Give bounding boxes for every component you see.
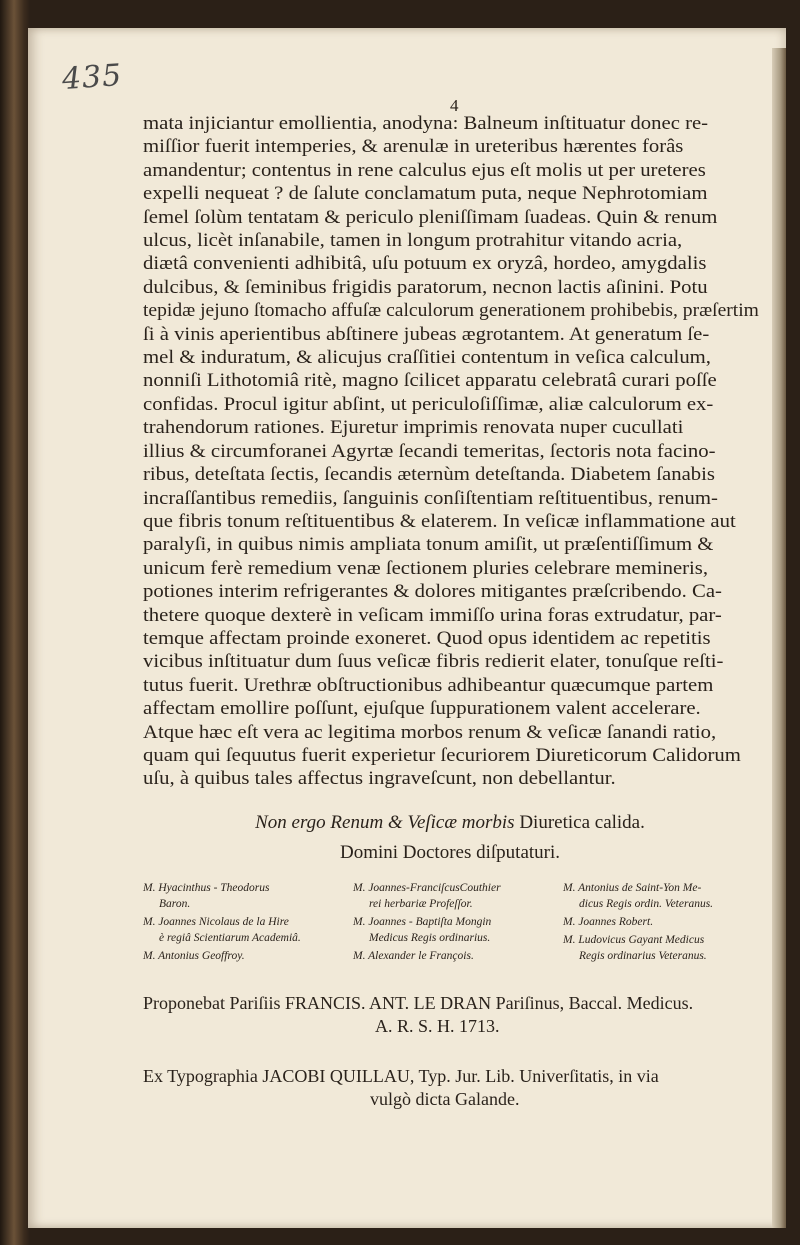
body-line: expelli nequeat ? de ſalute conclamatum puta, neque Nephrotomiam xyxy=(143,183,708,205)
doctor-entry xyxy=(143,914,301,946)
doctor-name: M. Antonius Geoffroy. xyxy=(143,950,245,962)
body-line: ribus, deteſtata ſectis, ſecandis æternùm deteſtanda. Diabetem ſanabis xyxy=(143,464,715,486)
body-line: miſſior fuerit intemperies, & arenulæ in ureteribus hærentes forâs xyxy=(143,136,684,158)
body-line: vicibus inſtituatur dum ſuus veſicæ fibris redierit elater, tonuſque reſti- xyxy=(143,651,724,673)
body-line: ulcus, licèt inſanabile, tamen in longum protrahitur vitando acria, xyxy=(143,230,683,252)
doctor-title: Baron. xyxy=(159,898,191,910)
body-text xyxy=(143,112,759,791)
doctor-entry xyxy=(563,880,713,912)
doctor-entry xyxy=(353,948,501,964)
body-line: amandentur; contentus in rene calculus ejus eſt molis ut per ureteres xyxy=(143,159,706,181)
doctors-column-3 xyxy=(563,880,713,966)
doctors-list xyxy=(143,880,763,980)
doctor-name: M. Joannes - Baptiſta Mongin xyxy=(353,916,492,928)
body-line: diætâ convenienti adhibitâ, uſu potuum ex oryzâ, hordeo, amygdalis xyxy=(143,253,707,275)
body-line: nonniſi Lithotomiâ ritè, magno ſcilicet apparatu celebratâ curari poſſe xyxy=(143,370,717,392)
doctor-entry xyxy=(143,880,301,912)
body-line: Atque hæc eſt vera ac legitima morbos renum & veſicæ ſanandi ratio, xyxy=(143,721,717,743)
conclusion xyxy=(150,808,750,868)
body-line: thetere quoque dexterè in veſicam immiſſo urina foras extrudatur, par- xyxy=(143,604,722,626)
body-line: tepidæ jejuno ſtomacho affuſæ calculorum generationem prohibebis, præſertim xyxy=(143,300,759,322)
body-line: confidas. Procul igitur abſint, ut periculoſiſſimæ, aliæ calculorum ex- xyxy=(143,393,714,415)
body-line: mel & induratum, & alicujus craſſitiei contentum in veſica calculum, xyxy=(143,347,711,369)
doctor-title: Medicus Regis ordinarius. xyxy=(369,932,491,944)
body-line: que fibris tonum reſtituentibus & elaterem. In veſicæ inflammatione aut xyxy=(143,510,736,532)
conclusion-roman: Diuretica calida. xyxy=(519,812,645,833)
imprint xyxy=(143,992,763,1038)
doctor-entry xyxy=(353,914,501,946)
body-line: trahendorum rationes. Ejuretur imprimis renovata nuper cucullati xyxy=(143,417,684,439)
body-line: quam qui ſequutus fuerit experietur ſecuriorem Diureticorum Calidorum xyxy=(143,744,741,766)
doctor-name: M. Hyacinthus - Theodorus xyxy=(143,882,270,894)
body-line: ſemel ſolùm tentatam & periculo pleniſſimam ſuadeas. Quin & renum xyxy=(143,206,718,228)
body-line: ſi à vinis aperientibus abſtinere jubeas ægrotantem. At generatum ſe- xyxy=(143,323,710,345)
body-line: tutus fuerit. Urethræ obſtructionibus adhibeantur quæcumque partem xyxy=(143,674,714,696)
doctor-name: M. Ludovicus Gayant Medicus xyxy=(563,934,705,946)
body-line: uſu, à quibus tales affectus ingraveſcunt, non debellantur. xyxy=(143,768,616,790)
printer-street: vulgò dicta Galande. xyxy=(370,1089,520,1109)
doctor-title: è regiâ Scientiarum Academiâ. xyxy=(159,932,301,944)
doctor-name: M. Joannes Nicolaus de la Hire xyxy=(143,916,289,928)
body-line: unicum ferè remedium venæ ſectionem pluries celebrare memineris, xyxy=(143,557,709,579)
body-line: dulcibus, & ſeminibus frigidis paratorum, necnon lactis aſinini. Potu xyxy=(143,276,708,298)
doctors-column-1 xyxy=(143,880,301,966)
conclusion-title xyxy=(150,808,750,838)
body-line: mata injiciantur emollientia, anodyna: Balneum inſtituatur donec re- xyxy=(143,113,709,134)
body-line: incraſſantibus remediis, ſanguinis conſiſtentiam reſtituentibus, renum- xyxy=(143,487,718,509)
doctor-entry xyxy=(563,932,713,964)
doctor-title: rei herbariæ Profeſſor. xyxy=(369,898,473,910)
page-number: 4 xyxy=(450,96,459,115)
body-line: paralyſi, in quibus nimis ampliata tonum amiſit, ut præſentiſſimum & xyxy=(143,534,714,556)
doctor-entry xyxy=(143,948,301,964)
printer-line xyxy=(143,1065,763,1111)
doctor-title: Regis ordinarius Veteranus. xyxy=(579,950,707,962)
printer-name: Ex Typographia JACOBI QUILLAU, Typ. Jur. Lib. Univerſitatis, in via xyxy=(143,1066,659,1086)
doctor-entry xyxy=(353,880,501,912)
doctor-name: M. Joannes-FranciſcusCouthier xyxy=(353,882,501,894)
body-line: affectam emollire poſſunt, ejuſque ſuppurationem valent accelerare. xyxy=(143,698,701,720)
disputants-heading: Domini Doctores diſputaturi. xyxy=(339,842,561,863)
doctor-name: M. Joannes Robert. xyxy=(563,916,654,928)
doctor-name: M. Alexander le François. xyxy=(353,950,474,962)
body-line: temque affectam proinde exoneret. Quod opus identidem ac repetitis xyxy=(143,627,711,649)
imprint-proponent: Proponebat Pariſiis FRANCIS. ANT. LE DRAN Pariſinus, Baccal. Medicus. xyxy=(143,993,694,1013)
handwritten-folio-number: 435 xyxy=(60,57,124,98)
body-line: potiones interim refrigerantes & dolores mitigantes præſcribendo. Ca- xyxy=(143,581,722,603)
doctor-entry xyxy=(563,914,713,930)
doctors-column-2 xyxy=(353,880,501,966)
body-line: illius & circumforanei Agyrtæ ſecandi temeritas, ſectoris nota facino- xyxy=(143,440,716,462)
doctor-title: dicus Regis ordin. Veteranus. xyxy=(579,898,714,910)
imprint-date: A. R. S. H. 1713. xyxy=(375,1016,500,1036)
doctor-name: M. Antonius de Saint-Yon Me- xyxy=(563,882,702,894)
conclusion-italic: Non ergo Renum & Veſicæ morbis xyxy=(255,812,515,833)
